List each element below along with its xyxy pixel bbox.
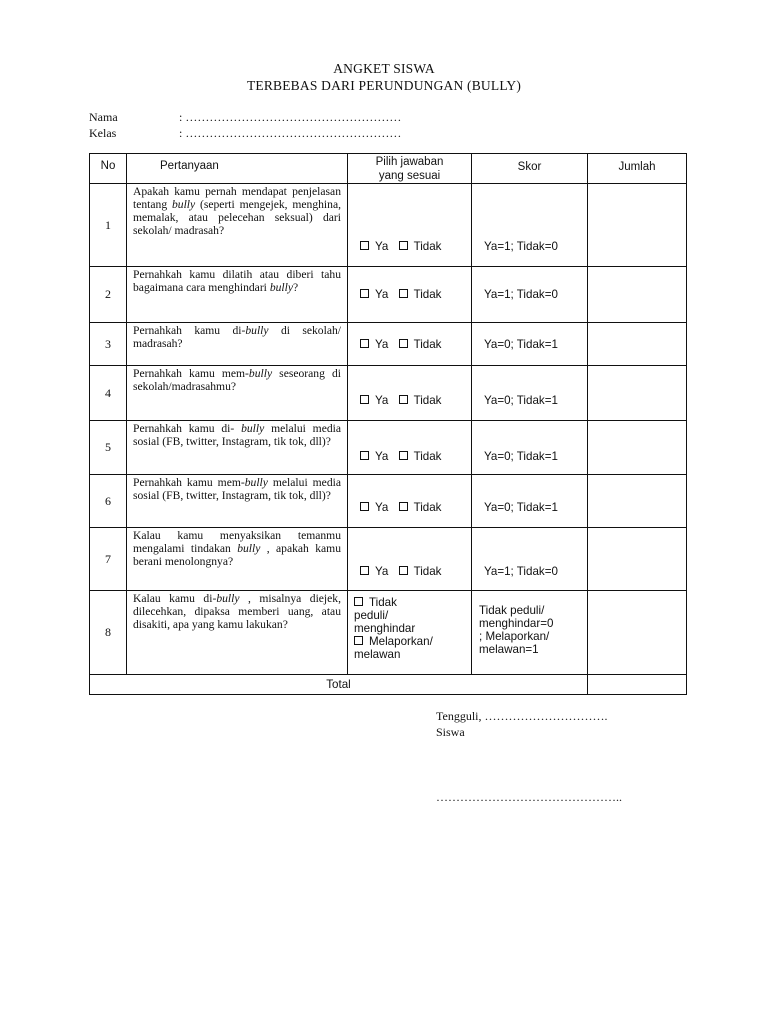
checkbox-tidak-peduli[interactable] [354,597,363,606]
option-ya[interactable]: Ya [360,501,388,514]
header-no: No [90,154,127,184]
skor-cell: Tidak peduli/ menghindar=0 ; Melaporkan/ melawan=1 [472,591,588,675]
kelas-label: Kelas [89,126,117,140]
total-jumlah-cell[interactable] [588,675,687,695]
skor-cell: Ya=1; Tidak=0 [472,184,588,267]
jumlah-cell[interactable] [588,184,687,267]
kelas-value: : ……………………………………………… [179,126,402,140]
question-text: Kalau kamu di-bully , misalnya diejek, dilecehkan, dipaksa memberi uang, atau disakiti, apa yang kamu lakukan? [133,592,341,631]
survey-table [89,153,687,695]
checkbox-melaporkan[interactable] [354,636,363,645]
checkbox-tidak[interactable] [399,289,408,298]
row-number: 8 [90,591,127,675]
question-cell [127,184,348,267]
skor-cell: Ya=0; Tidak=1 [472,323,588,366]
row-number: 2 [90,267,127,323]
table-header-row [90,154,687,184]
option-tidak[interactable]: Tidak [399,501,442,514]
row-number: 6 [90,475,127,528]
question-text: Pernahkah kamu mem-bully melalui media sosial (FB, twitter, Instagram, tik tok, dll)? [133,476,341,502]
answer-options [348,323,472,366]
row-number: 3 [90,323,127,366]
signature-place-date: Tengguli, …………………………. [436,709,608,723]
checkbox-ya[interactable] [360,339,369,348]
option-ya[interactable]: Ya [360,394,388,407]
table-row [90,323,687,366]
skor-cell: Ya=1; Tidak=0 [472,267,588,323]
option-tidak[interactable]: Tidak [399,450,442,463]
checkbox-ya[interactable] [360,395,369,404]
checkbox-tidak[interactable] [399,241,408,250]
question-text: Pernahkah kamu mem-bully seseorang di sekolah/madrasahmu? [133,367,341,393]
total-label: Total [90,675,588,695]
question-text: Apakah kamu pernah mendapat penjelasan tentang bully (seperti mengejek, menghina, memalak, atau pelecehan seksual) dari sekolah/ madrasah? [133,185,341,237]
jumlah-cell[interactable] [588,366,687,421]
question-cell [127,528,348,591]
answer-options [348,475,472,528]
option-ya[interactable]: Ya [360,288,388,301]
nama-value: : ……………………………………………… [179,110,402,124]
question-text: Kalau kamu menyaksikan temanmu mengalami tindakan bully , apakah kamu berani menolongnya? [133,529,341,568]
row-number: 7 [90,528,127,591]
table-row [90,421,687,475]
checkbox-ya[interactable] [360,566,369,575]
jumlah-cell[interactable] [588,323,687,366]
skor-cell: Ya=0; Tidak=1 [472,366,588,421]
option-ya[interactable]: Ya [360,565,388,578]
question-text: Pernahkah kamu di-bully di sekolah/ madrasah? [133,324,341,350]
nama-label: Nama [89,110,118,124]
table-row [90,528,687,591]
checkbox-tidak[interactable] [399,566,408,575]
option-tidak[interactable]: Tidak [399,338,442,351]
answer-options [348,421,472,475]
question-cell [127,323,348,366]
header-pertanyaan: Pertanyaan [127,154,348,184]
checkbox-ya[interactable] [360,289,369,298]
jumlah-cell[interactable] [588,267,687,323]
answer-options [348,184,472,267]
option-tidak[interactable]: Tidak [399,240,442,253]
row-number: 5 [90,421,127,475]
header-pilih-jawaban: Pilih jawaban yang sesuai [348,154,472,184]
question-cell [127,267,348,323]
jumlah-cell[interactable] [588,421,687,475]
skor-cell: Ya=1; Tidak=0 [472,528,588,591]
row-number: 1 [90,184,127,267]
option-ya[interactable]: Ya [360,450,388,463]
row-number: 4 [90,366,127,421]
table-row [90,591,687,675]
question-cell [127,366,348,421]
question-cell [127,421,348,475]
table-row [90,475,687,528]
question-cell [127,591,348,675]
question-cell [127,475,348,528]
signature-line: ……………………………………….. [436,790,622,804]
option-tidak[interactable]: Tidak [399,565,442,578]
checkbox-tidak[interactable] [399,339,408,348]
option-tidak[interactable]: Tidak [399,288,442,301]
option-ya[interactable]: Ya [360,338,388,351]
checkbox-tidak[interactable] [399,451,408,460]
checkbox-tidak[interactable] [399,502,408,511]
checkbox-ya[interactable] [360,451,369,460]
header-jumlah: Jumlah [588,154,687,184]
table-row [90,184,687,267]
table-row [90,267,687,323]
checkbox-ya[interactable] [360,502,369,511]
table-row [90,366,687,421]
answer-options [348,528,472,591]
option-melaporkan[interactable]: Melaporkan/ [354,635,471,648]
jumlah-cell[interactable] [588,475,687,528]
checkbox-ya[interactable] [360,241,369,250]
option-tidak[interactable]: Tidak [399,394,442,407]
jumlah-cell[interactable] [588,528,687,591]
option-ya[interactable]: Ya [360,240,388,253]
option-tidak-peduli[interactable]: Tidak [354,596,471,609]
signature-role: Siswa [436,725,465,739]
document-subtitle: TERBEBAS DARI PERUNDUNGAN (BULLY) [246,78,522,93]
document-title: ANGKET SISWA [333,61,435,76]
skor-cell: Ya=0; Tidak=1 [472,421,588,475]
header-skor: Skor [472,154,588,184]
question-text: Pernahkah kamu dilatih atau diberi tahu bagaimana cara menghindari bully? [133,268,341,294]
answer-options [348,267,472,323]
jumlah-cell[interactable] [588,591,687,675]
checkbox-tidak[interactable] [399,395,408,404]
answer-options: Tidak peduli/ menghindar Melaporkan/ melawan [348,591,472,675]
total-row [90,675,687,695]
question-text: Pernahkah kamu di- bully melalui media sosial (FB, twitter, Instagram, tik tok, dll)? [133,422,342,448]
skor-cell: Ya=0; Tidak=1 [472,475,588,528]
answer-options [348,366,472,421]
